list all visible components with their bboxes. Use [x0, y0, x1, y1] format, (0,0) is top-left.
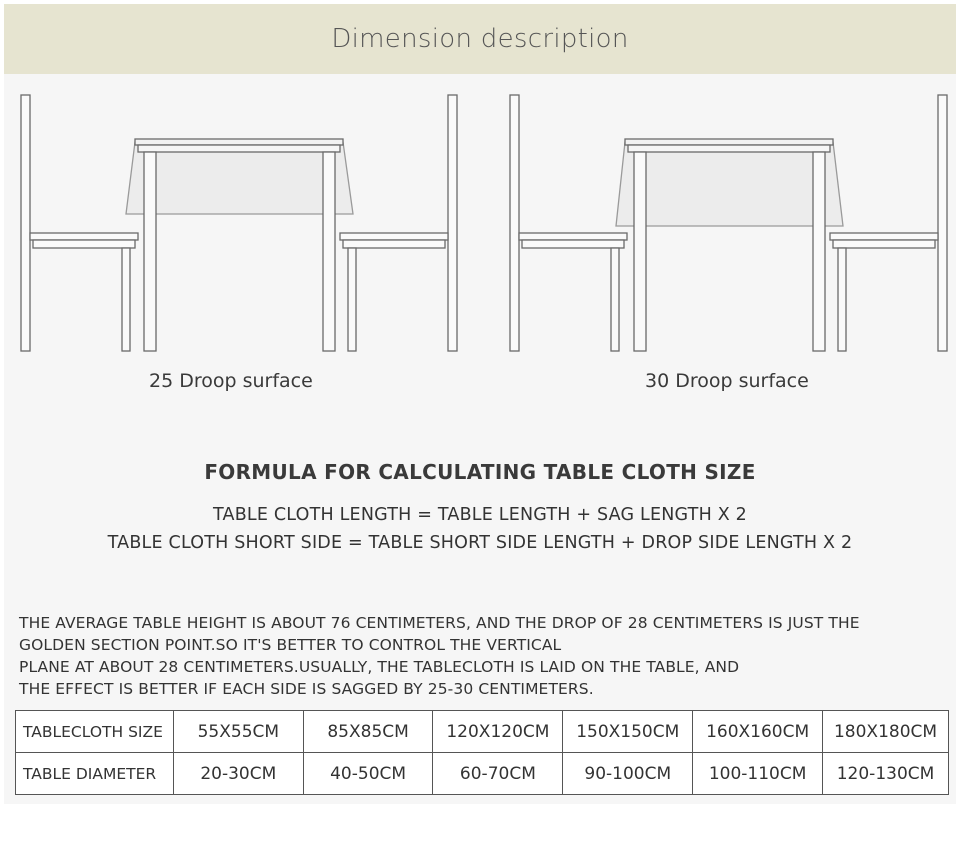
- row-header-table-diameter: TABLE DIAMETER: [16, 753, 174, 795]
- table-cell: 120-130CM: [823, 753, 949, 795]
- table-cell: 120X120CM: [433, 711, 563, 753]
- caption-30-droop: 30 Droop surface: [645, 370, 809, 392]
- page-title: Dimension description: [331, 24, 629, 54]
- size-table: [15, 710, 949, 795]
- table-cell: 180X180CM: [823, 711, 949, 753]
- table-cell: 40-50CM: [303, 753, 433, 795]
- table-row: [16, 711, 949, 753]
- paragraph-line: THE EFFECT IS BETTER IF EACH SIDE IS SAGGED BY 25-30 CENTIMETERS.: [19, 680, 594, 698]
- paragraph-line: THE AVERAGE TABLE HEIGHT IS ABOUT 76 CENTIMETERS, AND THE DROP OF 28 CENTIMETERS IS JUST THE: [19, 614, 860, 632]
- table-diagram-25-droop: [14, 90, 464, 360]
- header-banner: [4, 4, 956, 74]
- paragraph-line: GOLDEN SECTION POINT.SO IT'S BETTER TO CONTROL THE VERTICAL: [19, 636, 562, 654]
- table-cell: 90-100CM: [563, 753, 693, 795]
- table-cell: 85X85CM: [303, 711, 433, 753]
- caption-25-droop: 25 Droop surface: [149, 370, 313, 392]
- formula-title: FORMULA FOR CALCULATING TABLE CLOTH SIZE: [204, 460, 756, 484]
- formula-line-length: TABLE CLOTH LENGTH = TABLE LENGTH + SAG LENGTH X 2: [213, 505, 747, 525]
- table-diagram-30-droop: [504, 90, 954, 360]
- formula-line-short-side: TABLE CLOTH SHORT SIDE = TABLE SHORT SIDE LENGTH + DROP SIDE LENGTH X 2: [107, 533, 853, 553]
- table-cell: 60-70CM: [433, 753, 563, 795]
- table-cell: 160X160CM: [693, 711, 823, 753]
- table-cell: 150X150CM: [563, 711, 693, 753]
- table-cell: 100-110CM: [693, 753, 823, 795]
- paragraph-line: PLANE AT ABOUT 28 CENTIMETERS.USUALLY, THE TABLECLOTH IS LAID ON THE TABLE, AND: [19, 658, 740, 676]
- row-header-tablecloth-size: TABLECLOTH SIZE: [16, 711, 174, 753]
- table-cell: 20-30CM: [173, 753, 303, 795]
- table-row: [16, 753, 949, 795]
- explanation-paragraph: [19, 612, 919, 700]
- table-cell: 55X55CM: [173, 711, 303, 753]
